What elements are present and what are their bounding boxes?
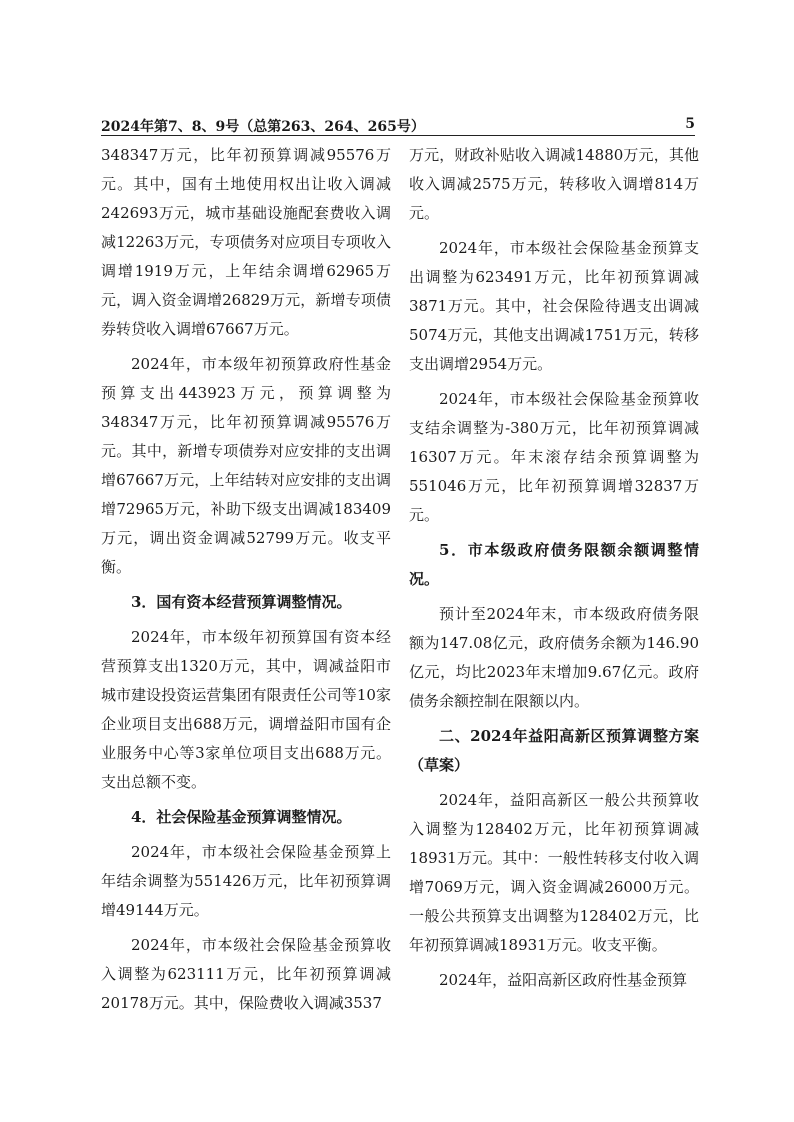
paragraph: 2024年，市本级社会保险基金预算收支结余调整为-380万元，比年初预算调减16307万元。年末滚存结余预算调整为551046万元，比年初预算调增32837万元。 (409, 390, 699, 524)
section-heading: 5．市本级政府债务限额余额调整情况。 (409, 541, 699, 588)
issue-title: 2024年第7、8、9号（总第263、264、265号） (101, 119, 425, 135)
paragraph: 2024年，市本级年初预算政府性基金预算支出443923万元，预算调整为348347万元，比年初预算调减95576万元。其中，新增专项债券对应安排的支出调增67667万元，上年结转对应安排的支出调增72965万元，补助下级支出调减183409万元，调出资金调减52799万元。收支平衡。 (101, 355, 391, 576)
paragraph: 2024年，市本级年初预算国有资本经营预算支出1320万元，其中，调减益阳市城市建设投资运营集团有限责任公司等10家企业项目支出688万元，调增益阳市国有企业服务中心等3家单位项目支出688万元。支出总额不变。 (101, 628, 391, 791)
page-number: 5 (685, 116, 695, 132)
paragraph: 万元，财政补贴收入调减14880万元，其他收入调减2575万元，转移收入调增814万元。 (409, 146, 699, 222)
left-column (101, 141, 391, 1024)
paragraph: 2024年，市本级社会保险基金预算支出调整为623491万元，比年初预算调减3871万元。其中，社会保险待遇支出调减5074万元，其他支出调减1751万元，转移支出调增2954万元。 (409, 239, 699, 373)
header-divider (101, 135, 695, 136)
paragraph: 2024年，市本级社会保险基金预算收入调整为623111万元，比年初预算调减20178万元。其中，保险费收入调减3537 (101, 936, 391, 1012)
paragraph: 2024年，市本级社会保险基金预算上年结余调整为551426万元，比年初预算调增49144万元。 (101, 843, 391, 919)
section-heading: 4．社会保险基金预算调整情况。 (131, 808, 352, 826)
paragraph: 2024年，益阳高新区一般公共预算收入调整为128402万元，比年初预算调减18931万元。其中：一般性转移支付收入调增7069万元，调入资金调减26000万元。一般公共预算支出调整为128402万元，比年初预算调减18931万元。收支平衡。 (409, 791, 699, 954)
section-heading: 3．国有资本经营预算调整情况。 (131, 593, 352, 611)
paragraph: 2024年，益阳高新区政府性基金预算 (439, 971, 688, 989)
section-heading: 二、2024年益阳高新区预算调整方案（草案） (409, 727, 699, 774)
paragraph: 预计至2024年末，市本级政府债务限额为147.08亿元，政府债务余额为146.90亿元，均比2023年末增加9.67亿元。政府债务余额控制在限额以内。 (409, 605, 699, 710)
right-column (409, 141, 699, 1001)
paragraph: 348347万元，比年初预算调减95576万元。其中，国有土地使用权出让收入调减242693万元，城市基础设施配套费收入调减12263万元，专项债务对应项目专项收入调增1919万元，上年结余调增62965万元，调入资金调增26829万元，新增专项债券转贷收入调增67667万元。 (101, 146, 391, 338)
